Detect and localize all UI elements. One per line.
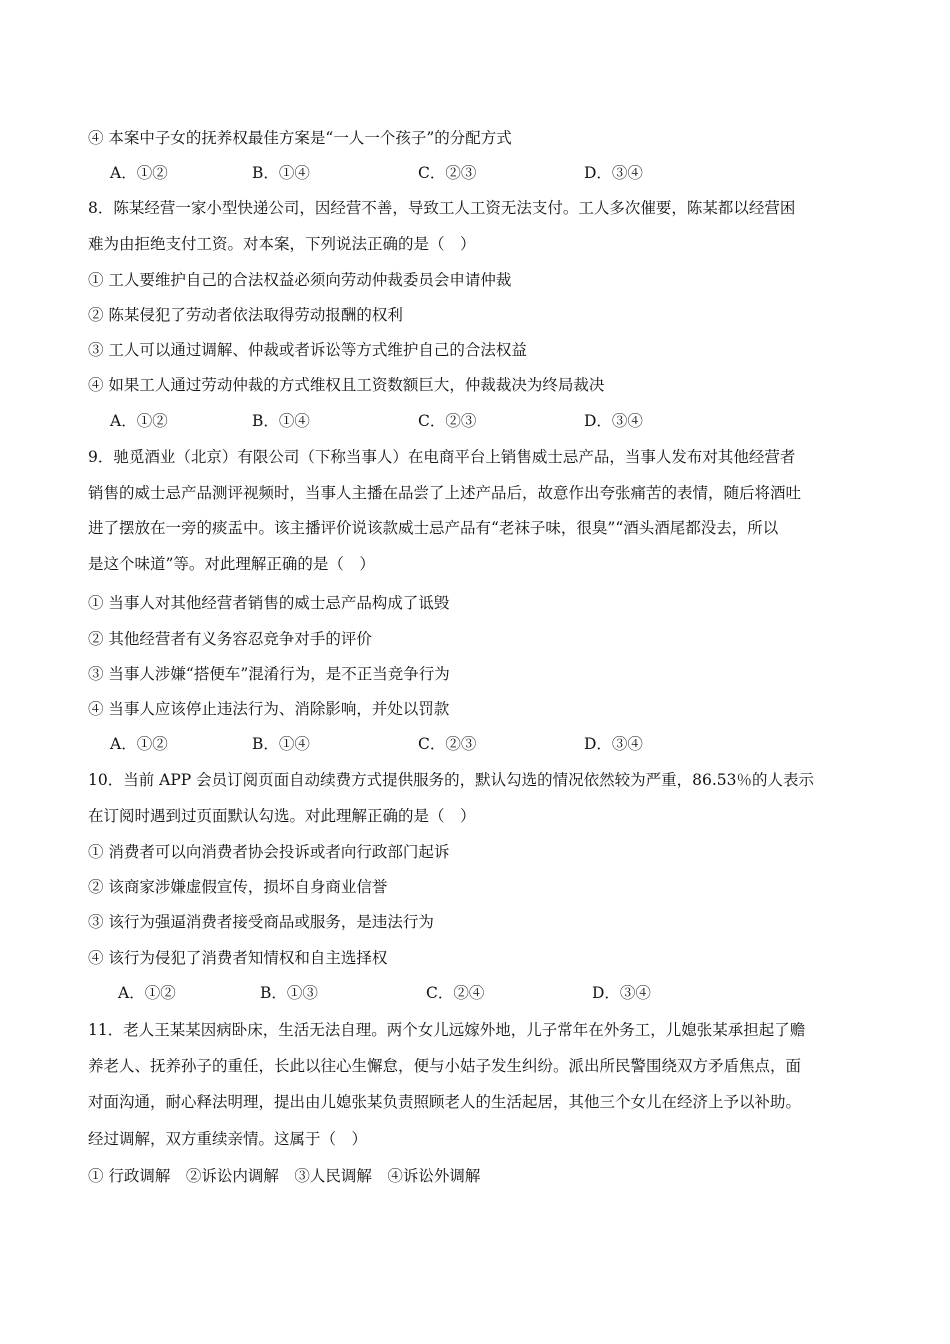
q9-stem-line-4: 是这个味道”等。对此理解正确的是（ ）	[88, 555, 375, 573]
q11-stem-line-2: 养老人、抚养孙子的重任，长此以往心生懈怠，便与小姑子发生纠纷。派出所民警围绕双方矛盾焦点，面	[88, 1057, 802, 1075]
q10-item-3: ③ 该行为强逼消费者接受商品或服务，是违法行为	[88, 913, 434, 931]
q8-option-d[interactable]: D．③④	[584, 412, 643, 430]
q7-option-b[interactable]: B．①④	[252, 164, 310, 182]
q10-stem-line-1: 10．当前 APP 会员订阅页面自动续费方式提供服务的，默认勾选的情况依然较为严重，86.53％的人表示	[88, 771, 815, 789]
q9-option-a[interactable]: A．①②	[110, 735, 168, 753]
q8-option-b[interactable]: B．①④	[252, 412, 310, 430]
q11-items: ① 行政调解 ②诉讼内调解 ③人民调解 ④诉讼外调解	[88, 1167, 481, 1185]
q9-option-d[interactable]: D．③④	[584, 735, 643, 753]
q10-option-b[interactable]: B．①③	[260, 984, 318, 1002]
q10-item-2: ② 该商家涉嫌虚假宣传，损坏自身商业信誉	[88, 878, 388, 896]
q8-option-c[interactable]: C．②③	[418, 412, 477, 430]
q7-option-a[interactable]: A．①②	[110, 164, 168, 182]
q9-item-4: ④ 当事人应该停止违法行为、消除影响，并处以罚款	[88, 700, 450, 718]
q8-item-1: ① 工人要维护自己的合法权益必须向劳动仲裁委员会申请仲裁	[88, 271, 512, 289]
q9-stem-line-2: 销售的威士忌产品测评视频时，当事人主播在品尝了上述产品后，故意作出夸张痛苦的表情，随后将酒吐	[88, 484, 802, 502]
q10-item-1: ① 消费者可以向消费者协会投诉或者向行政部门起诉	[88, 843, 450, 861]
q8-stem-line-2: 难为由拒绝支付工资。对本案，下列说法正确的是（ ）	[88, 235, 476, 253]
q9-item-2: ② 其他经营者有义务容忍竞争对手的评价	[88, 630, 372, 648]
q9-option-b[interactable]: B．①④	[252, 735, 310, 753]
q9-option-c[interactable]: C．②③	[418, 735, 477, 753]
q11-stem-line-1: 11．老人王某某因病卧床，生活无法自理。两个女儿远嫁外地，儿子常年在外务工，儿媳张某承担起了赡	[88, 1021, 806, 1039]
q7-option-d[interactable]: D．③④	[584, 164, 643, 182]
q7-item-4: ④ 本案中子女的抚养权最佳方案是“一人一个孩子”的分配方式	[88, 129, 512, 147]
q8-stem-line-1: 8．陈某经营一家小型快递公司，因经营不善，导致工人工资无法支付。工人多次催要，陈某都以经营困	[88, 199, 796, 217]
q7-option-c[interactable]: C．②③	[418, 164, 477, 182]
q10-stem-line-2: 在订阅时遇到过页面默认勾选。对此理解正确的是（ ）	[88, 807, 476, 825]
q9-stem-line-1: 9．驰觅酒业（北京）有限公司（下称当事人）在电商平台上销售威士忌产品，当事人发布对其他经营者	[88, 448, 796, 466]
q11-stem-line-3: 对面沟通，耐心释法明理，提出由儿媳张某负责照顾老人的生活起居，其他三个女儿在经济上予以补助。	[88, 1093, 802, 1111]
q10-item-4: ④ 该行为侵犯了消费者知情权和自主选择权	[88, 949, 388, 967]
q9-item-3: ③ 当事人涉嫌“搭便车”混淆行为，是不正当竞争行为	[88, 665, 450, 683]
q8-option-a[interactable]: A．①②	[110, 412, 168, 430]
q10-option-c[interactable]: C．②④	[426, 984, 485, 1002]
q8-item-2: ② 陈某侵犯了劳动者依法取得劳动报酬的权利	[88, 306, 403, 324]
q10-option-a[interactable]: A．①②	[118, 984, 176, 1002]
q8-item-3: ③ 工人可以通过调解、仲裁或者诉讼等方式维护自己的合法权益	[88, 341, 527, 359]
q11-stem-line-4: 经过调解，双方重续亲情。这属于（ ）	[88, 1130, 368, 1148]
q10-option-d[interactable]: D．③④	[592, 984, 651, 1002]
q9-stem-line-3: 进了摆放在一旁的痰盂中。该主播评价说该款威士忌产品有“老袜子味，很臭”“酒头酒尾都没去，所以	[88, 519, 779, 537]
q8-item-4: ④ 如果工人通过劳动仲裁的方式维权且工资数额巨大，仲裁裁决为终局裁决	[88, 376, 605, 394]
q9-item-1: ① 当事人对其他经营者销售的威士忌产品构成了诋毁	[88, 594, 450, 612]
